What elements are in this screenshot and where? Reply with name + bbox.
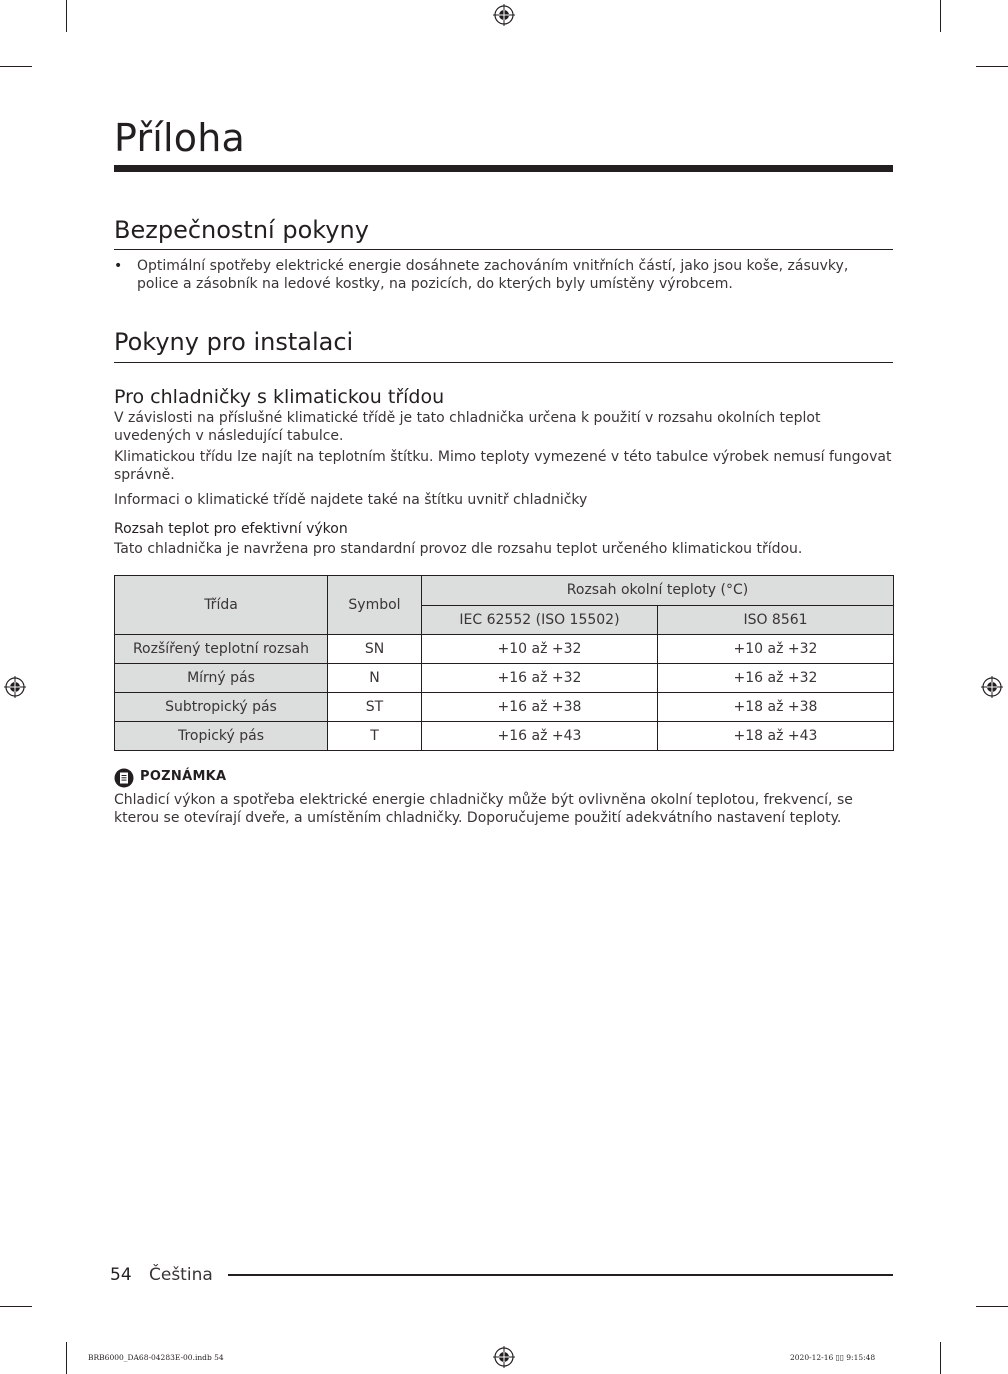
paragraph: V závislosti na příslušné klimatické třídě je tato chladnička určena k použití v rozsahu okolních teplot uvedených v následující tabulce. [114, 410, 821, 444]
crop-mark [940, 1342, 941, 1374]
footer-rule [228, 1274, 893, 1276]
table-header-class: Třída [115, 576, 328, 635]
table-cell-iec: +16 až +38 [422, 693, 658, 722]
section-rule [114, 362, 893, 363]
subheading-climate-class: Pro chladničky s klimatickou třídou [114, 386, 445, 408]
table-cell-symbol: ST [328, 693, 422, 722]
table-row [115, 722, 894, 751]
note-label: POZNÁMKA [140, 769, 227, 784]
print-slug-date: 2020-12-16 ▯▯ 9:15:48 [790, 1353, 876, 1362]
table-cell-iec: +16 až +32 [422, 664, 658, 693]
table-cell-class: Subtropický pás [115, 693, 328, 722]
table-cell-iso: +18 až +43 [658, 722, 894, 751]
crop-mark [0, 66, 32, 67]
crop-mark [976, 66, 1008, 67]
crop-mark [66, 0, 67, 32]
table-cell-class: Mírný pás [115, 664, 328, 693]
table-row [115, 664, 894, 693]
page-number: 54 [110, 1265, 132, 1285]
table-cell-iso: +10 až +32 [658, 635, 894, 664]
table-cell-symbol: T [328, 722, 422, 751]
footer-language: Čeština [149, 1265, 213, 1285]
climate-class-table [114, 575, 894, 751]
registration-mark-icon [493, 1346, 515, 1368]
crop-mark [0, 1306, 32, 1307]
note-icon [114, 768, 134, 788]
section-heading-safety: Bezpečnostní pokyny [114, 216, 369, 244]
range-subheading: Rozsah teplot pro efektivní výkon [114, 521, 348, 537]
table-cell-class: Rozšířený teplotní rozsah [115, 635, 328, 664]
crop-mark [66, 1342, 67, 1374]
section-rule [114, 249, 893, 250]
page-title: Příloha [114, 116, 246, 160]
bullet-marker: • [114, 258, 123, 274]
note-text: Chladicí výkon a spotřeba elektrické energie chladničky může být ovlivněna okolní teplotou, frekvencí, se kterou se otevírají dveře, a umístěním chladničky. Doporučujeme použití adekvátního nastavení teploty. [114, 792, 853, 826]
table-header-symbol: Symbol [328, 576, 422, 635]
crop-mark [976, 1306, 1008, 1307]
table-row [115, 635, 894, 664]
registration-mark-icon [4, 676, 26, 698]
paragraph: Informaci o klimatické třídě najdete také na štítku uvnitř chladničky [114, 492, 588, 508]
title-rule [114, 165, 893, 172]
paragraph: Klimatickou třídu lze najít na teplotním štítku. Mimo teploty vymezené v této tabulce výrobek nemusí fungovat správně. [114, 449, 892, 483]
registration-mark-icon [493, 4, 515, 26]
table-cell-iec: +10 až +32 [422, 635, 658, 664]
print-slug-file: BRB6000_DA68-04283E-00.indb 54 [88, 1353, 224, 1362]
table-header-iso: ISO 8561 [658, 605, 894, 635]
table-header-iec: IEC 62552 (ISO 15502) [422, 605, 658, 635]
table-row [115, 693, 894, 722]
table-cell-class: Tropický pás [115, 722, 328, 751]
section-heading-installation: Pokyny pro instalaci [114, 328, 354, 356]
table-cell-iso: +18 až +38 [658, 693, 894, 722]
table-cell-symbol: SN [328, 635, 422, 664]
table-header-range: Rozsah okolní teploty (°C) [422, 576, 894, 606]
table-cell-symbol: N [328, 664, 422, 693]
table-cell-iso: +16 až +32 [658, 664, 894, 693]
safety-bullet-text: Optimální spotřeby elektrické energie dosáhnete zachováním vnitřních částí, jako jsou koše, zásuvky, police a zásobník na ledové kostky, na pozicích, do kterých byly umístěny výrobcem. [137, 258, 849, 292]
range-paragraph: Tato chladnička je navržena pro standardní provoz dle rozsahu teplot určeného klimatickou třídou. [114, 541, 803, 557]
registration-mark-icon [981, 676, 1003, 698]
table-cell-iec: +16 až +43 [422, 722, 658, 751]
crop-mark [940, 0, 941, 32]
